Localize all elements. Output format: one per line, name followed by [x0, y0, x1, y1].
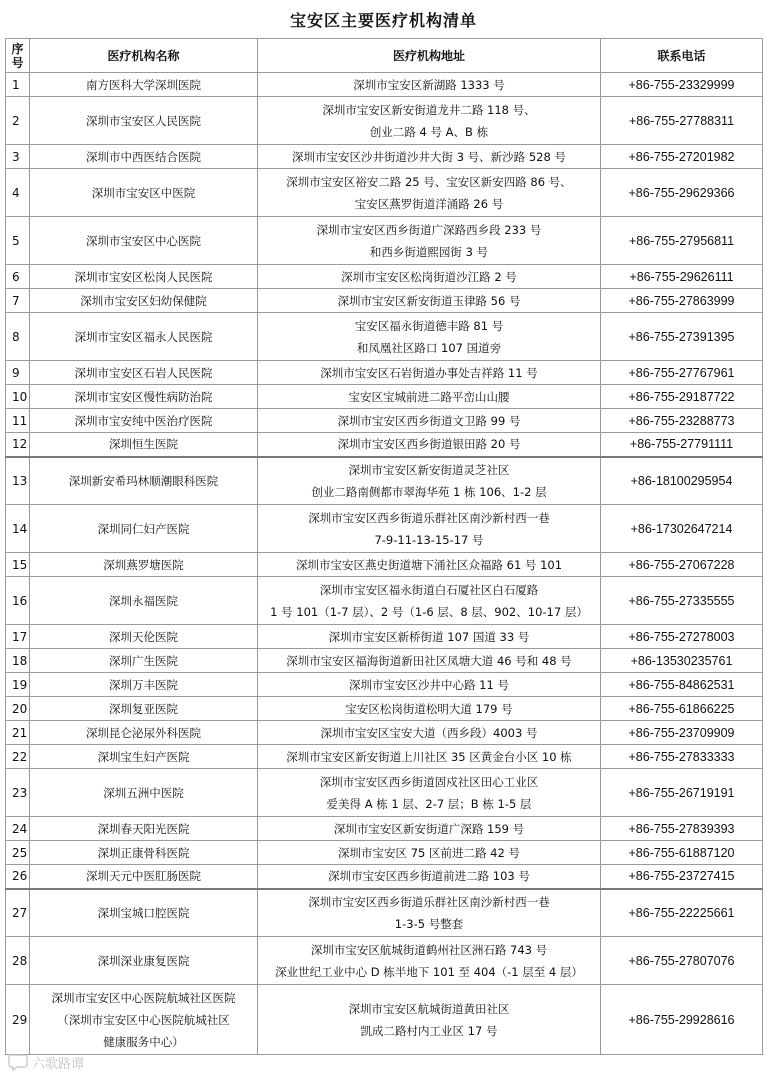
institution-name-line: 深圳新安希玛林顺潮眼科医院 [68, 473, 219, 488]
institution-name-line: 深圳燕罗塘医院 [103, 557, 184, 572]
address-line: 深业世纪工业中心 D 栋半地下 101 至 404（-1 层至 4 层） [275, 964, 583, 979]
table-row [6, 145, 763, 169]
table-row [6, 577, 763, 625]
address-line: 深圳市宝安区西乡街道固戍社区田心工业区 [319, 774, 539, 789]
table-row [6, 433, 763, 457]
phone-number: +86-755-27278003 [601, 625, 763, 649]
institution-name-line: 深圳广生医院 [109, 653, 178, 668]
row-number: 20 [6, 697, 30, 721]
institution-name-line: （深圳市宝安区中心医院航城社区 [57, 1012, 230, 1027]
institution-address [258, 865, 601, 889]
institution-name-line: 深圳市宝安区慢性病防治院 [74, 389, 213, 404]
institution-table [5, 38, 763, 1055]
table-row [6, 865, 763, 889]
row-number: 19 [6, 673, 30, 697]
table-row [6, 169, 763, 217]
institution-name-line: 南方医科大学深圳医院 [86, 77, 201, 92]
institution-name [30, 169, 258, 217]
table-row [6, 841, 763, 865]
row-number: 14 [6, 505, 30, 553]
institution-address [258, 649, 601, 673]
watermark [8, 1051, 84, 1073]
table-row [6, 769, 763, 817]
row-number: 25 [6, 841, 30, 865]
phone-number: +86-755-23709909 [601, 721, 763, 745]
address-line: 深圳市宝安区西乡街道银田路 20 号 [337, 437, 521, 452]
institution-address [258, 73, 601, 97]
phone-number: +86-755-27335555 [601, 577, 763, 625]
address-line: 深圳市宝安区 75 区前进二路 42 号 [338, 845, 520, 860]
address-line: 深圳市宝安区新安街道上川社区 35 区黄金台小区 10 栋 [286, 749, 572, 764]
address-line: 爱美得 A 栋 1 层、2-7 层；B 栋 1-5 层 [326, 796, 532, 811]
institution-name-line: 深圳五洲中医院 [103, 785, 184, 800]
institution-name [30, 73, 258, 97]
institution-address [258, 889, 601, 937]
phone-number: +86-755-27201982 [601, 145, 763, 169]
address-line: 7-9-11-13-15-17 号 [374, 532, 484, 547]
institution-name [30, 361, 258, 385]
institution-address [258, 217, 601, 265]
table-row [6, 73, 763, 97]
phone-number: +86-755-27839393 [601, 817, 763, 841]
institution-name [30, 577, 258, 625]
header-num-line-1: 序 [11, 41, 24, 56]
row-number: 22 [6, 745, 30, 769]
address-line: 和西乡街道熙园街 3 号 [369, 244, 489, 259]
institution-address [258, 553, 601, 577]
institution-name [30, 433, 258, 457]
phone-number: +86-755-84862531 [601, 673, 763, 697]
phone-number: +86-755-27833333 [601, 745, 763, 769]
address-line: 深圳市宝安区新安街道灵芝社区 [348, 462, 510, 477]
address-line: 宝安区松岗街道松明大道 179 号 [345, 701, 513, 716]
address-line: 深圳市宝安区航城街道鹤州社区洲石路 743 号 [310, 942, 548, 957]
table-row [6, 217, 763, 265]
address-line: 深圳市宝安区西乡街道乐群社区南沙新村西一巷 [308, 894, 550, 909]
institution-name-line: 深圳市宝安区中医院 [91, 185, 196, 200]
institution-address [258, 265, 601, 289]
institution-address [258, 289, 601, 313]
institution-name-line: 深圳市宝安区妇幼保健院 [80, 293, 207, 308]
institution-name [30, 625, 258, 649]
header-num-line-2: 号 [11, 55, 24, 70]
phone-number: +86-755-29187722 [601, 385, 763, 409]
institution-name-line: 深圳市宝安区人民医院 [86, 113, 201, 128]
table-row [6, 457, 763, 505]
table-row [6, 625, 763, 649]
institution-address [258, 505, 601, 553]
institution-address [258, 313, 601, 361]
institution-address [258, 841, 601, 865]
row-number: 16 [6, 577, 30, 625]
address-line: 深圳市宝安区燕史街道塘下涌社区众福路 61 号 101 [295, 557, 563, 572]
row-number: 17 [6, 625, 30, 649]
row-number: 15 [6, 553, 30, 577]
table-row [6, 97, 763, 145]
chat-bubble-icon [8, 1053, 28, 1071]
table-body [6, 73, 763, 1055]
institution-name [30, 697, 258, 721]
document-title: 宝安区主要医疗机构清单 [289, 10, 477, 30]
table-row [6, 649, 763, 673]
address-line: 宝安区福永街道德丰路 81 号 [354, 318, 504, 333]
institution-name [30, 265, 258, 289]
institution-name-line: 深圳宝城口腔医院 [97, 905, 190, 920]
table-row [6, 313, 763, 361]
phone-number: +86-755-29928616 [601, 985, 763, 1055]
phone-number: +86-755-27067228 [601, 553, 763, 577]
table-row [6, 721, 763, 745]
address-line: 1-3-5 号整套 [394, 916, 464, 931]
institution-name-line: 深圳天伦医院 [109, 629, 178, 644]
institution-address [258, 457, 601, 505]
institution-name-line: 深圳万丰医院 [109, 677, 178, 692]
institution-address [258, 409, 601, 433]
institution-address [258, 361, 601, 385]
institution-address [258, 817, 601, 841]
phone-number: +86-755-27788311 [601, 97, 763, 145]
address-line: 和凤凰社区路口 107 国道旁 [356, 340, 502, 355]
phone-number: +86-755-61866225 [601, 697, 763, 721]
institution-address [258, 937, 601, 985]
institution-address [258, 385, 601, 409]
table-header-row [6, 39, 763, 73]
address-line: 创业二路 4 号 A、B 栋 [369, 124, 489, 139]
table-row [6, 265, 763, 289]
table-row [6, 697, 763, 721]
institution-name [30, 841, 258, 865]
address-line: 深圳市宝安区宝安大道（西乡段）4003 号 [320, 725, 538, 740]
institution-name-line: 深圳同仁妇产医院 [97, 521, 190, 536]
table-row [6, 817, 763, 841]
row-number: 1 [6, 73, 30, 97]
row-number: 6 [6, 265, 30, 289]
row-number: 13 [6, 457, 30, 505]
address-line: 深圳市宝安区新桥街道 107 国道 33 号 [328, 629, 530, 644]
row-number: 5 [6, 217, 30, 265]
institution-name-line: 深圳市宝安区福永人民医院 [74, 329, 213, 344]
phone-number: +86-755-27807076 [601, 937, 763, 985]
institution-name-line: 深圳市宝安区中心医院航城社区医院 [51, 990, 236, 1005]
institution-name [30, 937, 258, 985]
phone-number: +86-755-27956811 [601, 217, 763, 265]
address-line: 深圳市宝安区西乡街道广深路西乡段 233 号 [316, 222, 542, 237]
address-line: 1 号 101（1-7 层）、2 号（1-6 层、8 层、902、10-17 层） [270, 604, 588, 619]
table-row [6, 289, 763, 313]
institution-name-line: 深圳宝生妇产医院 [97, 749, 190, 764]
phone-number: +86-755-27767961 [601, 361, 763, 385]
address-line: 深圳市宝安区沙井中心路 11 号 [349, 677, 509, 692]
institution-name [30, 505, 258, 553]
row-number: 12 [6, 433, 30, 457]
institution-name-line: 深圳春天阳光医院 [97, 821, 190, 836]
institution-name [30, 817, 258, 841]
institution-name-line: 深圳永福医院 [109, 593, 178, 608]
table-row [6, 361, 763, 385]
row-number: 9 [6, 361, 30, 385]
table-row [6, 937, 763, 985]
phone-number: +86-755-27791111 [601, 433, 763, 457]
institution-name [30, 985, 258, 1055]
institution-name [30, 553, 258, 577]
phone-number: +86-13530235761 [601, 649, 763, 673]
phone-number: +86-755-27863999 [601, 289, 763, 313]
address-line: 深圳市宝安区新安街道广深路 159 号 [333, 821, 525, 836]
table-row [6, 553, 763, 577]
address-line: 深圳市宝安区西乡街道前进二路 103 号 [328, 869, 530, 884]
row-number: 3 [6, 145, 30, 169]
address-line: 深圳市宝安区石岩街道办事处吉祥路 11 号 [320, 365, 538, 380]
table-row [6, 673, 763, 697]
institution-address [258, 433, 601, 457]
phone-number: +86-755-61887120 [601, 841, 763, 865]
address-line: 深圳市宝安区西乡街道乐群社区南沙新村西一巷 [308, 510, 550, 525]
institution-address [258, 169, 601, 217]
address-line: 深圳市宝安区沙井街道沙井大街 3 号、新沙路 528 号 [292, 149, 566, 164]
institution-name-line: 深圳天元中医肛肠医院 [86, 869, 201, 884]
institution-name [30, 649, 258, 673]
institution-name [30, 889, 258, 937]
institution-name-line: 深圳正康骨科医院 [97, 845, 190, 860]
table-row [6, 505, 763, 553]
institution-name [30, 145, 258, 169]
phone-number: +86-755-27391395 [601, 313, 763, 361]
address-line: 凯成二路村内工业区 17 号 [360, 1023, 498, 1038]
address-line: 深圳市宝安区裕安二路 25 号、宝安区新安四路 86 号、 [286, 174, 572, 189]
institution-name [30, 721, 258, 745]
row-number: 27 [6, 889, 30, 937]
institution-name [30, 769, 258, 817]
institution-name-line: 深圳市宝安纯中医治疗医院 [74, 413, 213, 428]
institution-address [258, 625, 601, 649]
address-line: 深圳市宝安区福海街道新田社区凤塘大道 46 号和 48 号 [286, 653, 572, 668]
institution-address [258, 985, 601, 1055]
institution-address [258, 769, 601, 817]
address-line: 深圳市宝安区新安街道玉律路 56 号 [337, 293, 521, 308]
institution-name-line: 深圳恒生医院 [109, 437, 178, 452]
institution-name-line: 深圳市宝安区松岗人民医院 [74, 269, 213, 284]
column-header-phone: 联系电话 [601, 39, 763, 73]
phone-number: +86-755-26719191 [601, 769, 763, 817]
table-row [6, 889, 763, 937]
address-line: 深圳市宝安区新安街道龙井二路 118 号、 [322, 102, 536, 117]
column-header-number [6, 39, 30, 73]
watermark-text: 六歌路谭 [32, 1056, 85, 1072]
institution-name [30, 217, 258, 265]
row-number: 18 [6, 649, 30, 673]
row-number: 23 [6, 769, 30, 817]
institution-address [258, 577, 601, 625]
row-number: 4 [6, 169, 30, 217]
institution-address [258, 745, 601, 769]
row-number: 8 [6, 313, 30, 361]
phone-number: +86-755-22225661 [601, 889, 763, 937]
institution-name [30, 745, 258, 769]
address-line: 深圳市宝安区福永街道白石厦社区白石厦路 [319, 582, 539, 597]
institution-name-line: 深圳市中西医结合医院 [86, 149, 201, 164]
phone-number: +86-755-23727415 [601, 865, 763, 889]
column-header-address: 医疗机构地址 [258, 39, 601, 73]
institution-name-line: 健康服务中心） [103, 1034, 184, 1049]
address-line: 深圳市宝安区松岗街道沙江路 2 号 [341, 269, 517, 284]
institution-name [30, 673, 258, 697]
row-number: 28 [6, 937, 30, 985]
institution-address [258, 97, 601, 145]
phone-number: +86-755-29629366 [601, 169, 763, 217]
table-row [6, 985, 763, 1055]
institution-name [30, 289, 258, 313]
row-number: 2 [6, 97, 30, 145]
row-number: 21 [6, 721, 30, 745]
institution-name [30, 457, 258, 505]
address-line: 宝安区宝城前进二路平峦山山腰 [348, 389, 510, 404]
address-line: 创业二路南侧都市翠海华苑 1 栋 106、1-2 层 [311, 484, 547, 499]
institution-address [258, 145, 601, 169]
phone-number: +86-755-23288773 [601, 409, 763, 433]
phone-number: +86-18100295954 [601, 457, 763, 505]
institution-name-line: 深圳深业康复医院 [97, 953, 190, 968]
institution-name [30, 409, 258, 433]
table-row [6, 409, 763, 433]
row-number: 11 [6, 409, 30, 433]
institution-name-line: 深圳市宝安区中心医院 [86, 233, 201, 248]
address-line: 深圳市宝安区西乡街道文卫路 99 号 [337, 413, 521, 428]
institution-address [258, 721, 601, 745]
column-header-name: 医疗机构名称 [30, 39, 258, 73]
address-line: 深圳市宝安区航城街道黄田社区 [348, 1001, 510, 1016]
table-row [6, 745, 763, 769]
institution-name [30, 865, 258, 889]
row-number: 26 [6, 865, 30, 889]
institution-name-line: 深圳昆仑泌尿外科医院 [86, 725, 201, 740]
table-row [6, 385, 763, 409]
phone-number: +86-755-23329999 [601, 73, 763, 97]
institution-name-line: 深圳市宝安区石岩人民医院 [74, 365, 213, 380]
institution-name [30, 313, 258, 361]
phone-number: +86-17302647214 [601, 505, 763, 553]
institution-name [30, 97, 258, 145]
row-number: 10 [6, 385, 30, 409]
address-line: 宝安区燕罗街道洋涌路 26 号 [354, 196, 504, 211]
row-number: 29 [6, 985, 30, 1055]
institution-name [30, 385, 258, 409]
address-line: 深圳市宝安区新湖路 1333 号 [353, 77, 505, 92]
row-number: 7 [6, 289, 30, 313]
phone-number: +86-755-29626111 [601, 265, 763, 289]
row-number: 24 [6, 817, 30, 841]
institution-name-line: 深圳复亚医院 [109, 701, 178, 716]
institution-address [258, 697, 601, 721]
institution-address [258, 673, 601, 697]
